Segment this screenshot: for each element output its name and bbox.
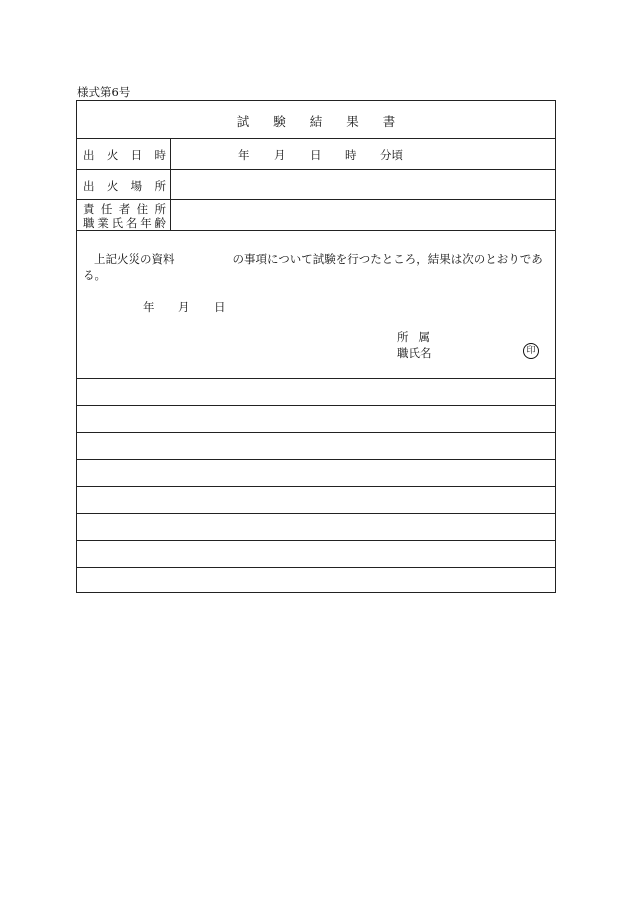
affiliation-label: 所属 [397,330,440,344]
hour-unit: 時 [345,148,357,162]
result-line[interactable] [77,514,555,541]
date-year: 年 [143,300,155,314]
result-line[interactable] [77,379,555,406]
result-line[interactable] [77,568,555,595]
form-number: 様式第6号 [77,85,131,99]
day-unit: 日 [310,148,322,162]
form-title: 試験結果書 [236,114,420,129]
responsible-address-label: 責 任 者 住 所 [83,202,166,216]
result-line[interactable] [77,541,555,568]
statement-line-2: る。 [83,268,106,282]
year-unit: 年 [238,148,250,162]
statement-section [77,231,555,379]
fire-location-label: 出 火 場 所 [83,179,166,193]
responsible-person-label-cell [77,200,171,230]
result-line[interactable] [77,487,555,514]
date-day: 日 [214,300,226,314]
month-unit: 月 [274,148,286,162]
fire-location-label-cell [77,170,171,199]
result-line[interactable] [77,406,555,433]
result-line[interactable] [77,460,555,487]
seal-icon: 印 [523,343,539,359]
statement-line-1: 上記火災の資料 の事項について試験を行つたところ，結果は次のとおりであ [94,252,543,266]
test-result-form [76,100,556,593]
responsible-person-row [77,200,555,231]
fire-datetime-row [77,139,555,170]
staff-name-label: 職氏名 [397,346,432,360]
minute-unit: 分頃 [380,148,403,162]
result-line[interactable] [77,433,555,460]
fire-location-row [77,170,555,200]
title-row [77,101,555,139]
date-month: 月 [178,300,190,314]
fire-datetime-label: 出 火 日 時 [83,148,166,162]
fire-datetime-label-cell [77,139,171,169]
occupation-name-age-label: 職 業 氏 名 年 齢 [83,216,166,230]
